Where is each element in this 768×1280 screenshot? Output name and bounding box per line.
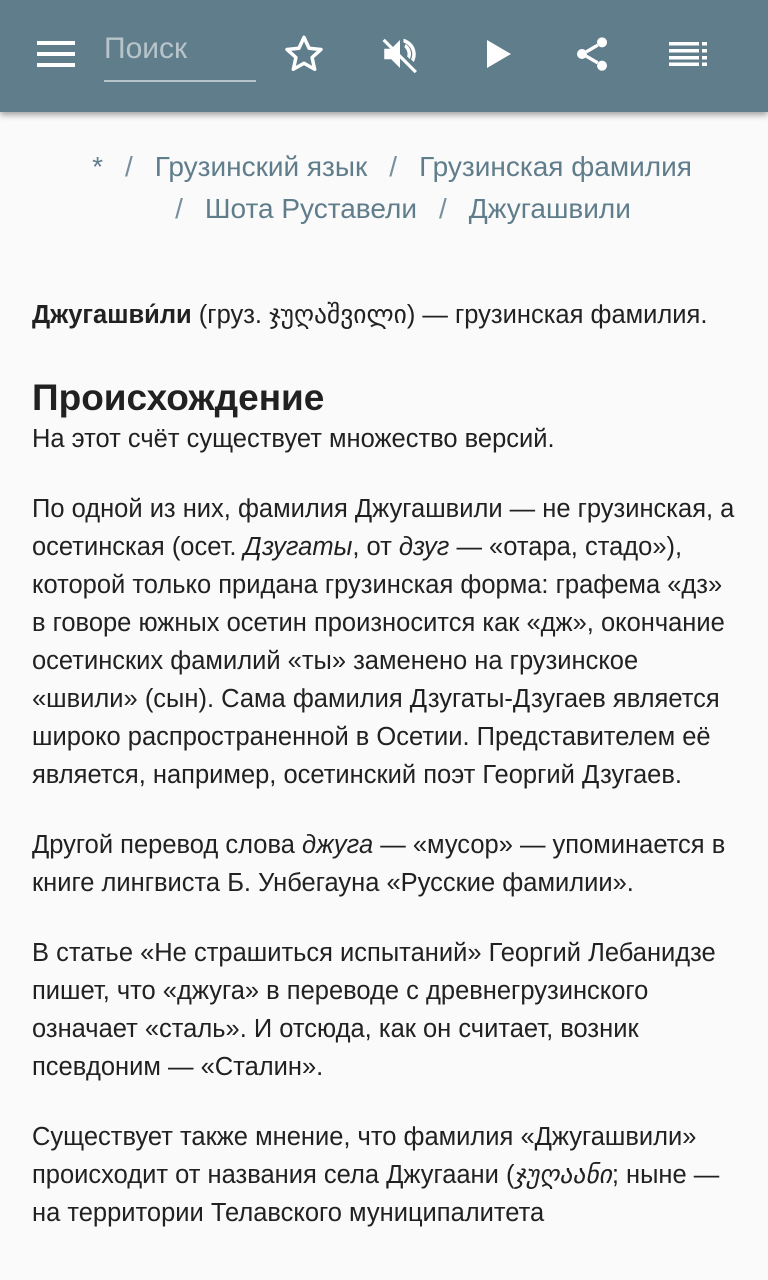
paragraph-2-term: Дзугаты [243,533,353,561]
app-toolbar [0,0,768,112]
lead-term: Джугашви́ли [32,301,192,329]
paragraph-3-term: джуга [302,831,374,859]
paragraph-5-text: ; ныне — на территории Телавского муниципалитета [32,1161,720,1227]
paragraph-5 [32,1118,736,1232]
play-icon [483,38,513,70]
paragraph-3 [32,826,736,902]
breadcrumb-separator: / [125,151,133,182]
breadcrumb [48,146,736,230]
share-icon [572,33,612,75]
breadcrumb-home[interactable]: * [92,151,104,182]
volume-off-icon [379,33,421,75]
play-button[interactable] [466,22,530,86]
breadcrumb-dzhugashvili[interactable]: Джугашвили [468,193,631,224]
share-button[interactable] [560,22,624,86]
paragraph-4: В статье «Не страшиться испытаний» Георгий Лебанидзе пишет, что «джуга» в переводе с древнегрузинского означает «сталь». И отсюда, как он считает, возник псевдоним — «Сталин». [32,939,716,1081]
paragraph-2-text: , от [352,533,399,561]
search-field[interactable] [104,24,256,82]
search-input[interactable] [104,24,256,80]
section-heading: Происхождение [32,377,325,418]
star-icon [283,33,325,75]
paragraph-1: На этот счёт существует множество версий. [32,425,555,453]
playlist-icon [669,42,707,66]
paragraph-5-term: ჯუღაანი [514,1161,612,1189]
article-lead [32,296,736,334]
mute-button[interactable] [368,22,432,86]
breadcrumb-separator: / [438,193,447,224]
menu-icon [37,40,75,68]
breadcrumb-shota-rustaveli[interactable]: Шота Руставели [204,193,417,224]
lead-definition: (груз. ჯუღაშვილი) — грузинская фамилия. [191,301,708,329]
breadcrumb-separator: / [389,151,398,182]
paragraph-3-text: Другой перевод слова [32,831,302,859]
playlist-button[interactable] [656,22,720,86]
breadcrumb-separator: / [175,193,183,224]
menu-button[interactable] [24,22,88,86]
paragraph-2-text: По одной из них, фамилия Джугашвили — не грузинская, а осетинская (осет. [32,495,735,561]
paragraph-2 [32,490,736,794]
breadcrumb-georgian-language[interactable]: Грузинский язык [154,151,368,182]
breadcrumb-georgian-surname[interactable]: Грузинская фамилия [419,151,692,182]
paragraph-2-term: дзуг [398,533,450,561]
paragraph-5-text: Существует также мнение, что фамилия «Джугашвили» происходит от названия села Джугаани ( [32,1123,697,1189]
favorite-button[interactable] [272,22,336,86]
paragraph-3-text: — «мусор» — упоминается в книге лингвиста Б. Унбегауна «Русские фамилии». [32,831,726,897]
article-body [32,296,736,1264]
paragraph-2-text: — «отара, стадо»), которой только придана грузинская форма: графема «дз» в говоре южных осетин произносится как «дж», окончание осетинских фамилий «ты» заменено на грузинское «швили» (сын). Сама фамилия Дзугаты-Дзугаев является широко распространенной в Осетии. Представителем её является, например, осетинский поэт Георгий Дзугаев. [32,533,725,789]
